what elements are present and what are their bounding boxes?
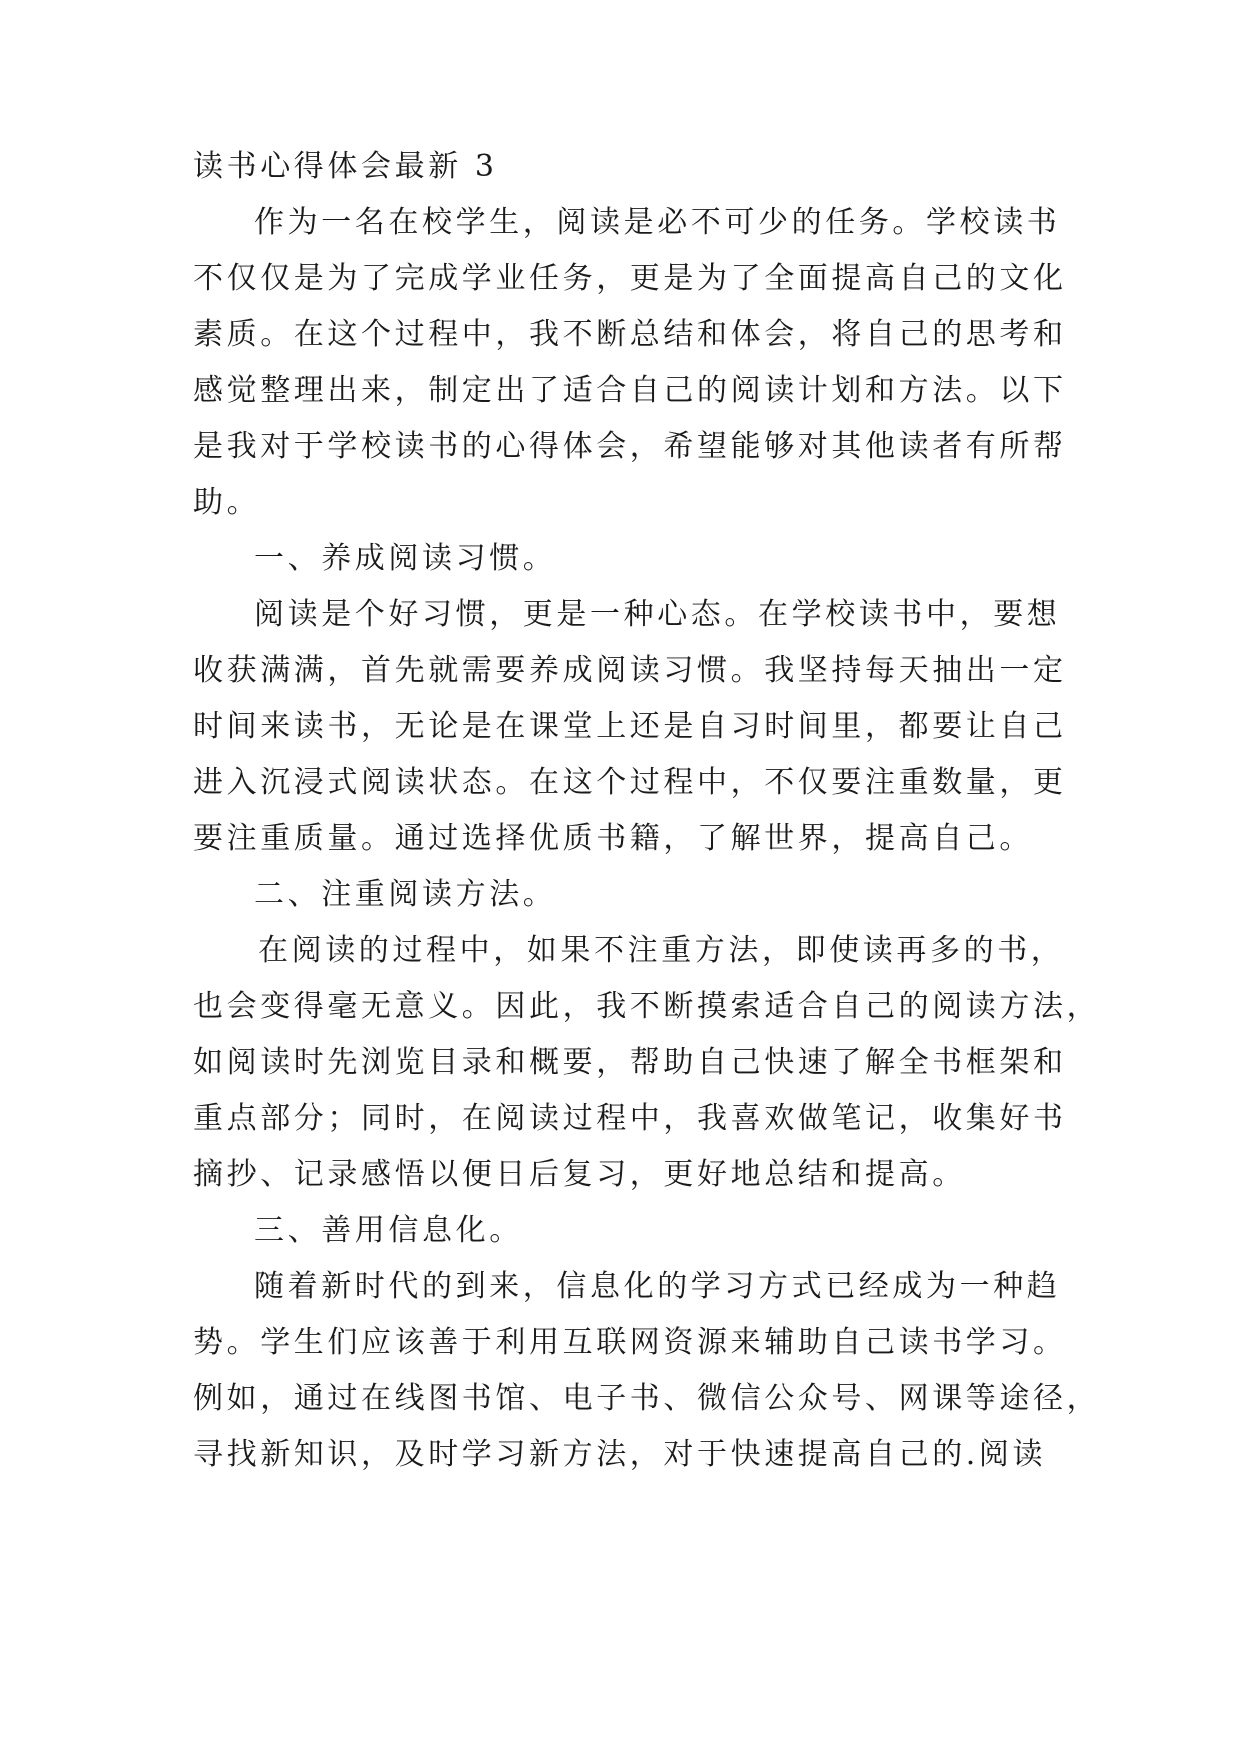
paragraph-line: 助。	[193, 485, 261, 520]
paragraph-line: 摘抄、记录感悟以便日后复习，更好地总结和提高。	[193, 1157, 966, 1192]
paragraph-line: 例如，通过在线图书馆、电子书、微信公众号、网课等途径，	[193, 1381, 1101, 1416]
paragraph-line: 素质。在这个过程中，我不断总结和体会，将自己的思考和	[193, 317, 1067, 352]
paragraph-line: 感觉整理出来，制定出了适合自己的阅读计划和方法。以下	[193, 373, 1067, 408]
paragraph-line: 收获满满，首先就需要养成阅读习惯。我坚持每天抽出一定	[193, 653, 1067, 688]
paragraph-line: 是我对于学校读书的心得体会，希望能够对其他读者有所帮	[193, 429, 1067, 464]
section-heading: 一、养成阅读习惯。	[254, 541, 557, 576]
paragraph-line: 也会变得毫无意义。因此，我不断摸索适合自己的阅读方法，	[193, 989, 1101, 1024]
paragraph-line: 寻找新知识，及时学习新方法，对于快速提高自己的.阅读	[193, 1437, 1047, 1472]
section-heading: 二、注重阅读方法。	[254, 877, 557, 912]
paragraph-line: 随着新时代的到来，信息化的学习方式已经成为一种趋	[254, 1269, 1061, 1304]
paragraph-line: 阅读是个好习惯，更是一种心态。在学校读书中，要想	[254, 597, 1061, 632]
paragraph-line: 势。学生们应该善于利用互联网资源来辅助自己读书学习。	[193, 1325, 1067, 1360]
paragraph-line: 时间来读书，无论是在课堂上还是自习时间里，都要让自己	[193, 709, 1067, 744]
paragraph-line: 如阅读时先浏览目录和概要，帮助自己快速了解全书框架和	[193, 1045, 1067, 1080]
paragraph-line: 在阅读的过程中，如果不注重方法，即使读再多的书，	[258, 933, 1065, 968]
document-title: 读书心得体会最新 3	[193, 149, 498, 184]
paragraph-line: 要注重质量。通过选择优质书籍，了解世界，提高自己。	[193, 821, 1033, 856]
section-heading: 三、善用信息化。	[254, 1213, 523, 1248]
paragraph-line: 重点部分；同时，在阅读过程中，我喜欢做笔记，收集好书	[193, 1101, 1067, 1136]
paragraph-line: 作为一名在校学生，阅读是必不可少的任务。学校读书	[254, 205, 1061, 240]
paragraph-line: 进入沉浸式阅读状态。在这个过程中，不仅要注重数量，更	[193, 765, 1067, 800]
paragraph-line: 不仅仅是为了完成学业任务，更是为了全面提高自己的文化	[193, 261, 1067, 296]
